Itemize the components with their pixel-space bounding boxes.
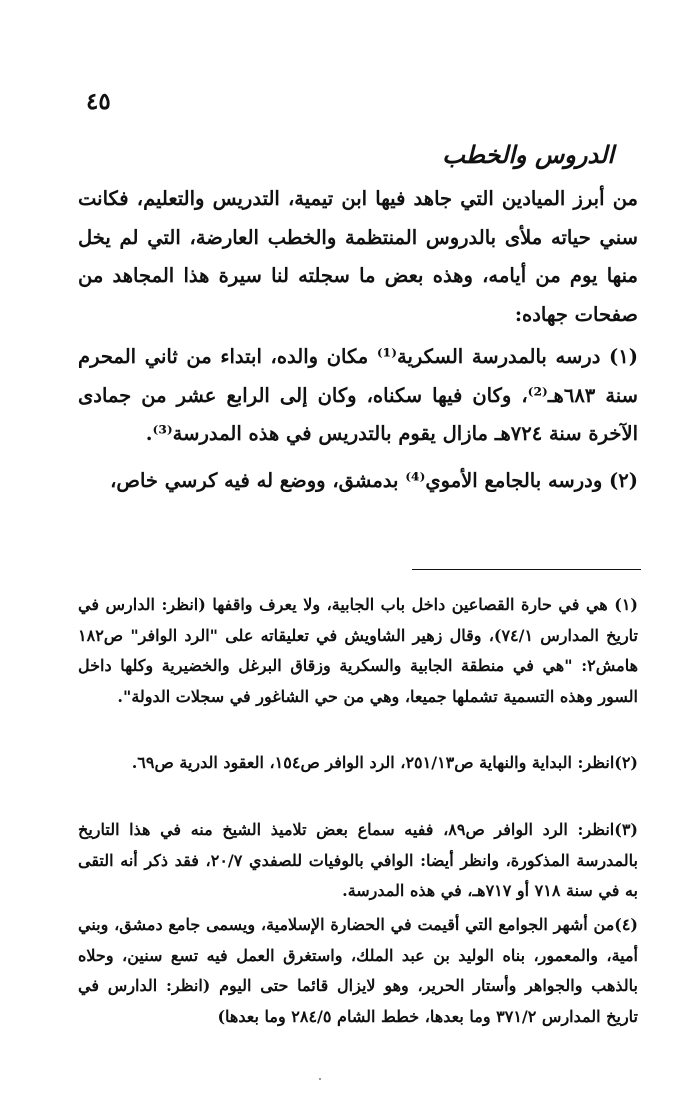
footnote: (٣)انظر: الرد الوافر ص٨٩، ففيه سماع بعض تلاميذ الشيخ منه في هذا التاريخ بالمدرسة المذكورة، وانظر أيضا: الوافي بالوفيات للصفدي ٢٠/٧، فقد ذكر أنه التقى به في سنة ٧١٨ أو ٧١٧هـ، في هذه المدرسة. [78,820,638,900]
scan-speck [319,1078,321,1080]
footnote-divider [412,569,641,570]
footnote: (٤)من أشهر الجوامع التي أقيمت في الحضارة الإسلامية، ويسمى جامع دمشق، وبني أمية، والمعمور، بناه الوليد بن عبد الملك، واستغرق العمل فيه تسع سنين، وحلاه بالذهب والجواهر وأستار الحرير، وهو لايزال قائما حتى اليوم (انظر: الدارس في تاريخ المدارس ٣٧١/٢ وما بعدها، خطط الشام ٢٨٤/٥ وما بعدها) [78,915,638,1026]
page-number: ٤٥ [86,88,111,115]
intro-paragraph: من أبرز الميادين التي جاهد فيها ابن تيمية، التدريس والتعليم، فكانت سني حياته ملأى بالدروس المنتظمة والخطب العارضة، التي لم يخل منها يوم من أيامه، وهذه بعض ما سجلته لنا سيرة هذا المجاهد من صفحات جهاده: [78,187,638,326]
list-item: (١) درسه بالمدرسة السكرية⁽¹⁾ مكان والده، ابتداء من ثاني المحرم سنة ٦٨٣هـ⁽²⁾، وكان فيها سكناه، وكان إلى الرابع عشر من جمادى الآخرة سنة ٧٢٤هـ مازال يقوم بالتدريس في هذه المدرسة⁽³⁾. [78,345,639,445]
section-title: الدروس والخطب [442,140,614,169]
footnote: (٢)انظر: البداية والنهاية ص٢٥١/١٣، الرد الوافر ص١٥٤، العقود الدرية ص٦٩. [131,753,638,772]
footnote: (١) هي في حارة القصاعين داخل باب الجابية، ولا يعرف واقفها (انظر: الدارس في تاريخ المدارس ٧٤/١)، وقال زهير الشاويش في تعليقاته على "الرد الوافر" ص١٨٢ هامش٢: "هي في منطقة الجابية والسكرية وزقاق البرغل والخضيرية وكلها داخل السور وهذه التسمية تشملها جميعا، وهي من حي الشاغور في سجلات الدولة". [78,595,638,706]
list-item: (٢) ودرسه بالجامع الأموي⁽⁴⁾ بدمشق، ووضع له فيه كرسي خاص، [110,469,638,492]
